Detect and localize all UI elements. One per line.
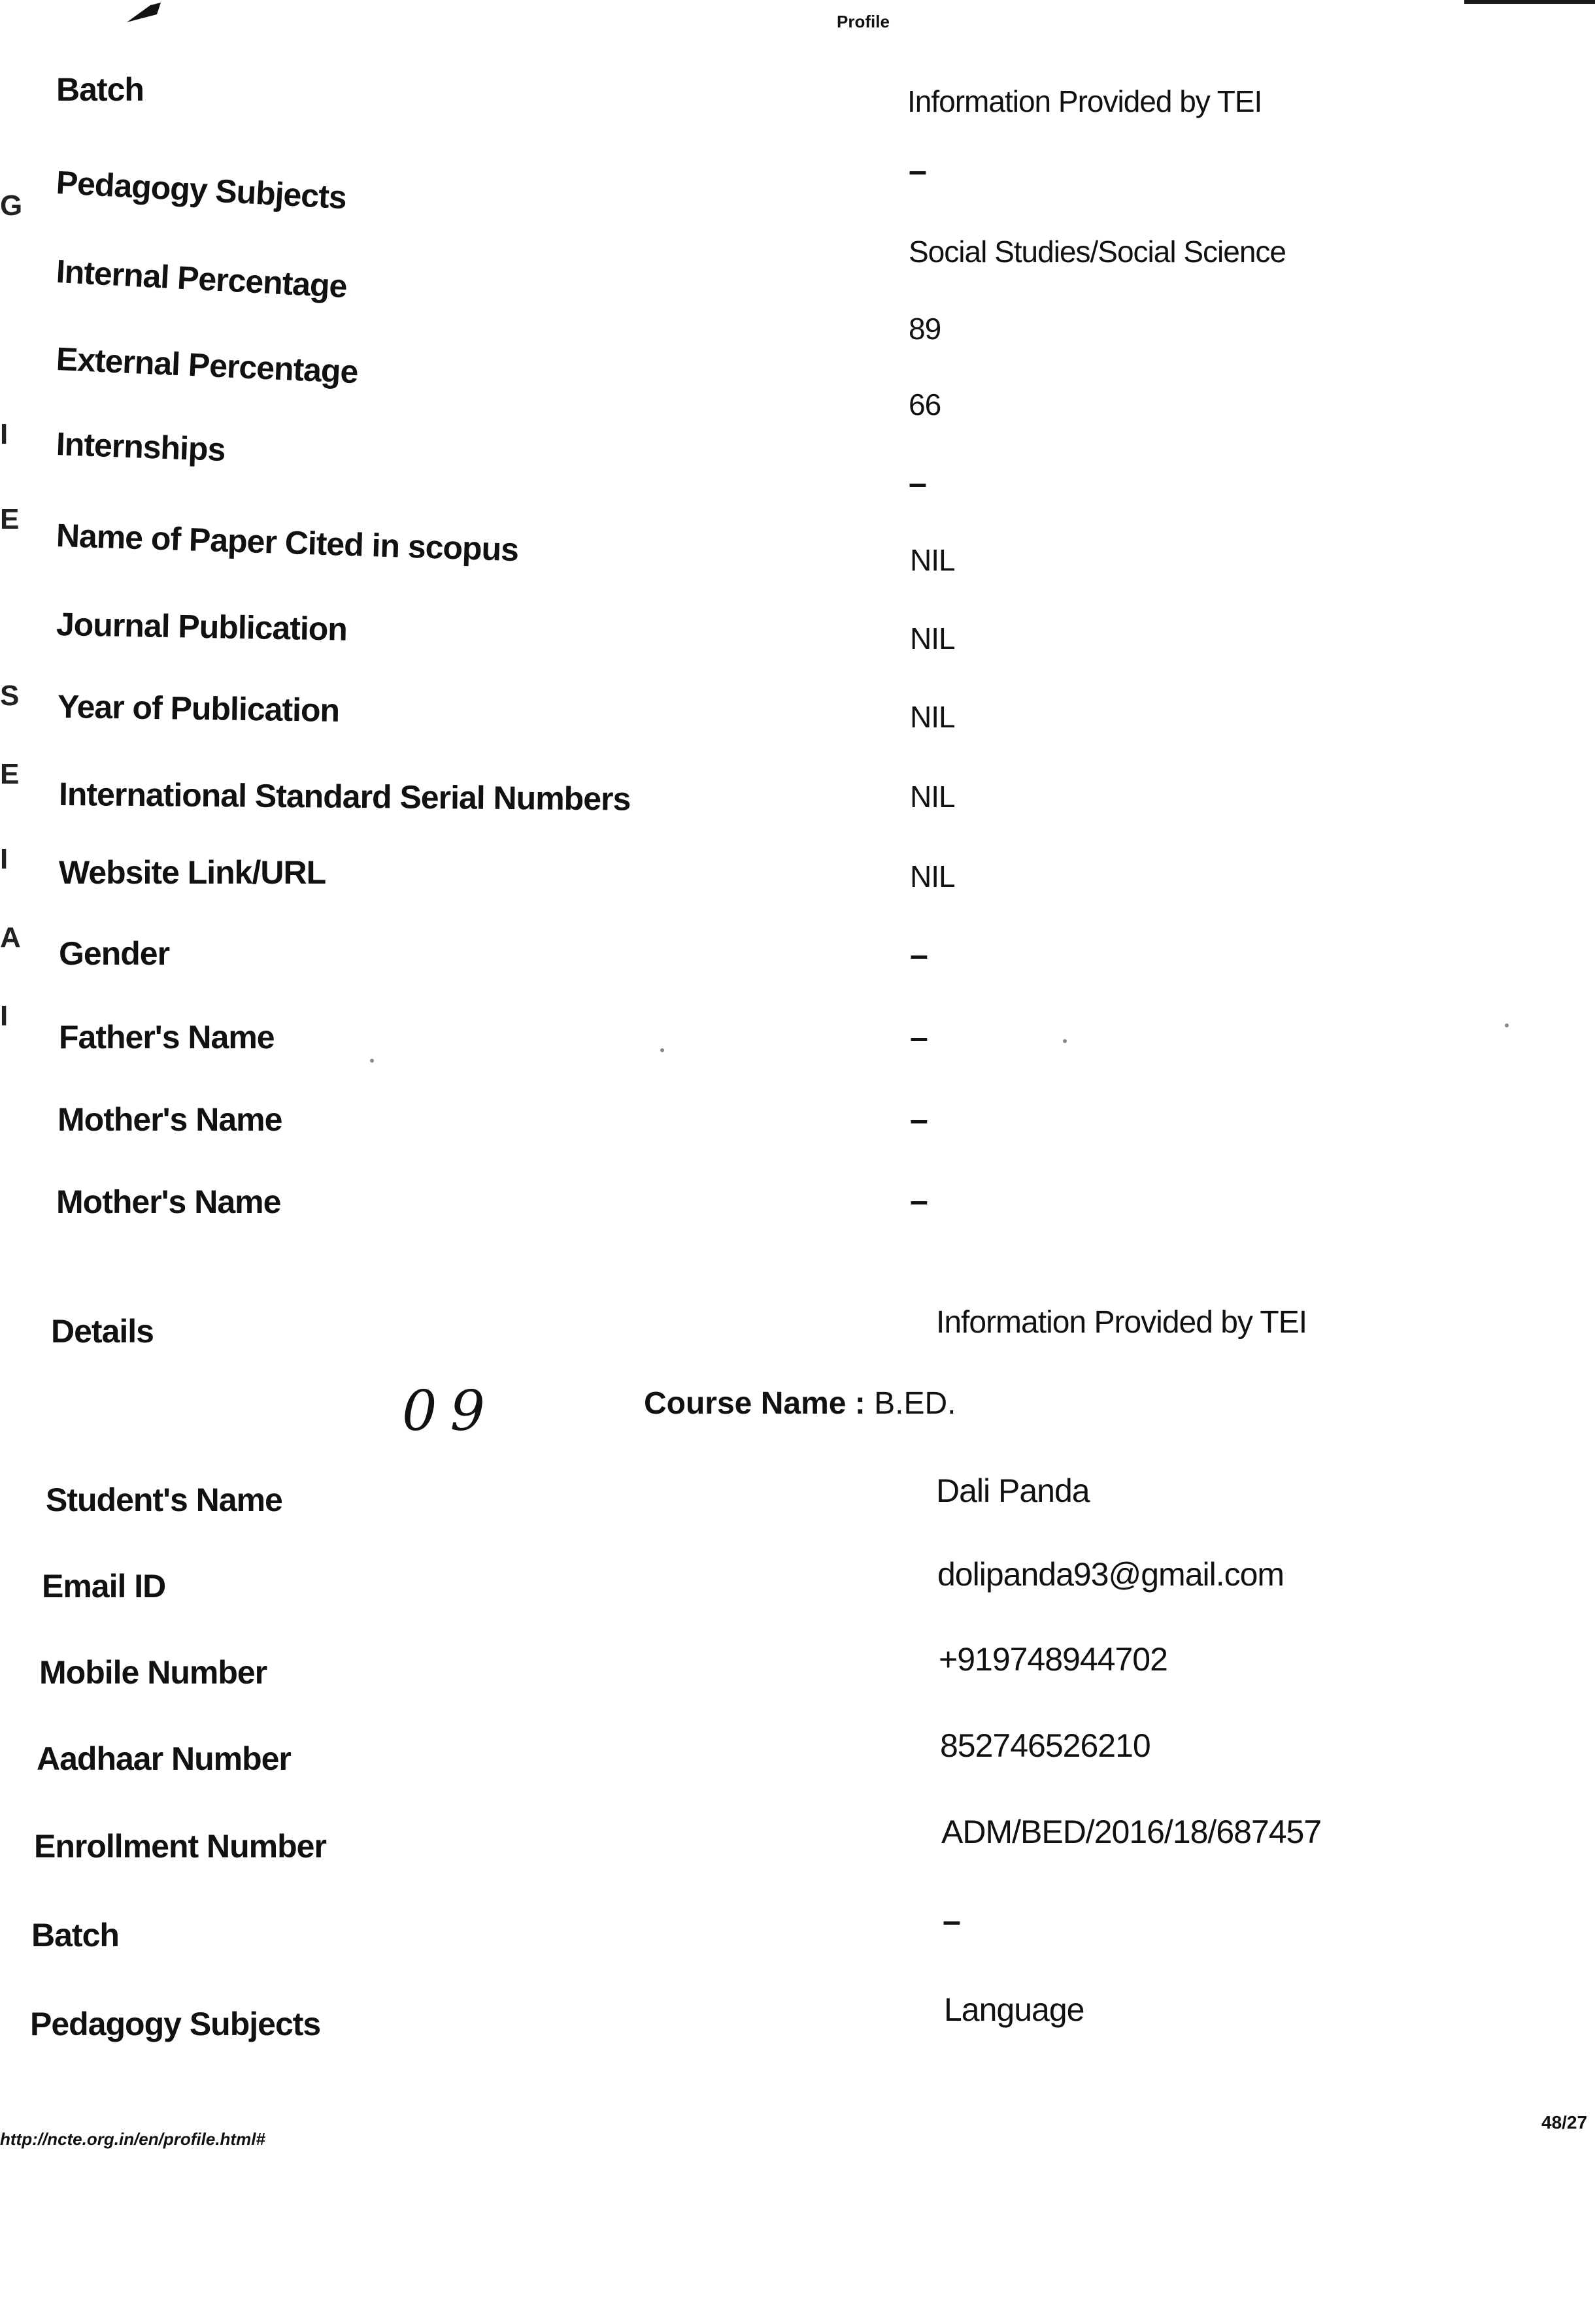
field-value-internal-percentage: 89 (909, 312, 941, 346)
staple-mark-icon (124, 0, 163, 26)
field-label-year-of-publication: Year of Publication (57, 688, 340, 729)
field-label-batch: Batch (56, 71, 144, 108)
field-value-mobile-number: +919748944702 (939, 1641, 1167, 1678)
field-value-website-url: NIL (910, 859, 955, 893)
field-value-pedagogy-subjects: Language (944, 1991, 1084, 2028)
footer-url: http://ncte.org.in/en/profile.html# (0, 2129, 265, 2149)
field-value-gender: – (910, 937, 928, 973)
field-label-aadhaar-number: Aadhaar Number (37, 1740, 291, 1777)
field-value-pedagogy-subjects: Social Studies/Social Science (909, 235, 1286, 269)
field-value-mothers-name: – (910, 1182, 928, 1219)
margin-mark: E (0, 503, 20, 535)
field-label-mothers-name: Mother's Name (58, 1101, 282, 1138)
course-name (644, 1386, 956, 1421)
field-value-aadhaar-number: 852746526210 (940, 1727, 1150, 1764)
info-provided-by-tei: Information Provided by TEI (936, 1305, 1307, 1340)
margin-mark: I (0, 843, 8, 875)
field-value-issn: NIL (910, 780, 955, 814)
handwritten-number: 09 (402, 1379, 498, 1443)
scan-edge-mark (1464, 0, 1595, 4)
margin-mark: G (0, 190, 23, 222)
field-label-mothers-name: Mother's Name (56, 1184, 281, 1220)
info-provided-by-tei: Information Provided by TEI (907, 84, 1262, 118)
field-label-pedagogy-subjects: Pedagogy Subjects (30, 2006, 321, 2042)
field-label-enrollment-number: Enrollment Number (34, 1828, 326, 1865)
field-value-dash: – (909, 152, 926, 189)
field-label-paper-cited-scopus: Name of Paper Cited in scopus (56, 517, 519, 569)
scan-speck (370, 1059, 374, 1063)
field-value-journal-publication: NIL (910, 622, 955, 656)
course-name-value: B.ED. (874, 1386, 956, 1421)
margin-mark: I (0, 1000, 8, 1032)
field-label-issn: International Standard Serial Numbers (58, 776, 631, 818)
field-label-pedagogy-subjects: Pedagogy Subjects (55, 164, 348, 216)
field-label-journal-publication: Journal Publication (56, 606, 348, 648)
field-value-batch: – (943, 1902, 960, 1939)
field-value-internships: – (909, 465, 926, 501)
scan-speck (660, 1048, 664, 1052)
scan-speck (1063, 1039, 1067, 1043)
field-label-external-percentage: External Percentage (55, 340, 359, 391)
field-label-fathers-name: Father's Name (59, 1019, 275, 1055)
field-label-students-name: Student's Name (46, 1482, 282, 1518)
field-value-mothers-name: – (910, 1101, 928, 1138)
field-value-fathers-name: – (910, 1019, 928, 1055)
field-value-email-id: dolipanda93@gmail.com (937, 1556, 1284, 1593)
page-header-title: Profile (837, 12, 890, 31)
field-value-paper-cited: NIL (910, 543, 955, 577)
margin-mark: A (0, 921, 21, 954)
margin-mark: S (0, 680, 20, 712)
course-name-label: Course Name : (644, 1386, 865, 1421)
scan-speck (1505, 1023, 1509, 1027)
field-label-mobile-number: Mobile Number (39, 1654, 267, 1691)
field-value-external-percentage: 66 (909, 388, 941, 422)
field-label-internal-percentage: Internal Percentage (55, 253, 348, 305)
field-label-batch: Batch (31, 1917, 119, 1953)
field-value-enrollment-number: ADM/BED/2016/18/687457 (941, 1814, 1322, 1850)
details-heading: Details (51, 1313, 154, 1350)
field-label-website-url: Website Link/URL (59, 854, 326, 891)
field-value-students-name: Dali Panda (936, 1472, 1090, 1509)
footer-page-number: 48/27 (1541, 2112, 1588, 2133)
margin-mark: E (0, 758, 20, 790)
field-label-gender: Gender (59, 935, 170, 972)
margin-mark: I (0, 418, 8, 450)
field-label-internships: Internships (56, 425, 226, 469)
field-label-email-id: Email ID (42, 1568, 166, 1604)
field-value-year-of-publication: NIL (910, 700, 955, 734)
